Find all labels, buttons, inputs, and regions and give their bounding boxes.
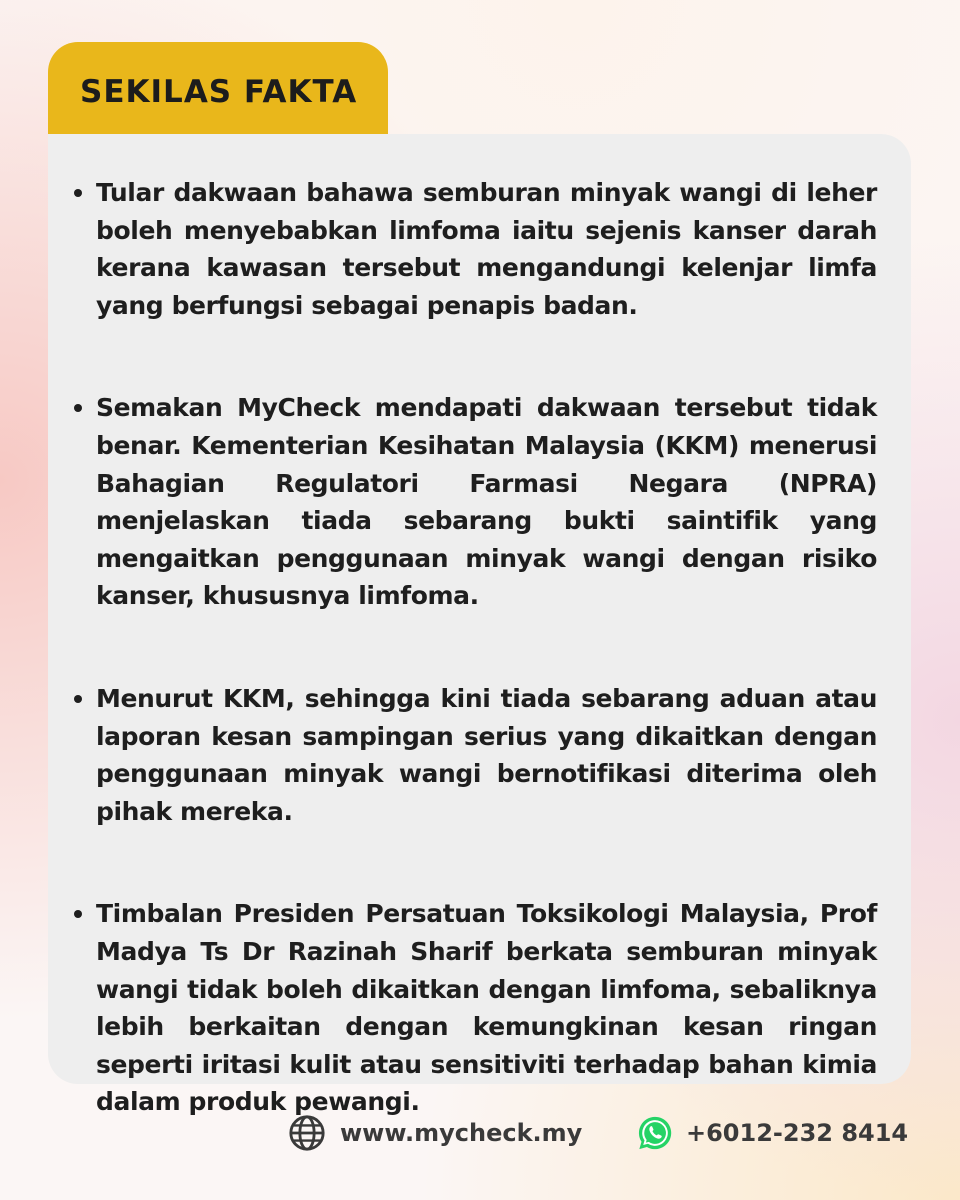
list-item [96,174,877,324]
website-link[interactable]: www.mycheck.my [340,1119,583,1147]
list-item [96,389,877,615]
footer [0,1112,960,1156]
list-item [96,895,877,1121]
bullet-icon [74,404,82,412]
fact-text: Timbalan Presiden Persatuan Toksikologi Malaysia, Prof Madya Ts Dr Razinah Sharif berkata semburan minyak wangi tidak boleh dikaitkan dengan limfoma, sebaliknya lebih berkaitan dengan kemungkinan kesan ringan seperti iritasi kulit atau sensitiviti terhadap bahan kimia dalam produk pewangi. [96,899,877,1117]
whatsapp-icon [636,1114,674,1152]
bullet-icon [74,695,82,703]
facts-card [48,134,911,1117]
fact-text: Tular dakwaan bahawa semburan minyak wangi di leher boleh menyebabkan limfoma iaitu sejenis kanser darah kerana kawasan tersebut mengandungi kelenjar limfa yang berfungsi sebagai penapis badan. [96,178,877,320]
page-title: SEKILAS FAKTA [80,74,358,110]
globe-icon [288,1114,326,1152]
bullet-icon [74,189,82,197]
bullet-icon [74,910,82,918]
phone-link[interactable]: +6012-232 8414 [686,1119,909,1147]
list-item [96,680,877,830]
facts-list [96,174,877,1121]
fact-text: Semakan MyCheck mendapati dakwaan tersebut tidak benar. Kementerian Kesihatan Malaysia (KKM) menerusi Bahagian Regulatori Farmasi Negara (NPRA) menjelaskan tiada sebarang bukti saintifik yang mengaitkan penggunaan minyak wangi dengan risiko kanser, khususnya limfoma. [96,393,877,611]
fact-text: Menurut KKM, sehingga kini tiada sebarang aduan atau laporan kesan sampingan serius yang dikaitkan dengan penggunaan minyak wangi bernotifikasi diterima oleh pihak mereka. [96,683,877,826]
